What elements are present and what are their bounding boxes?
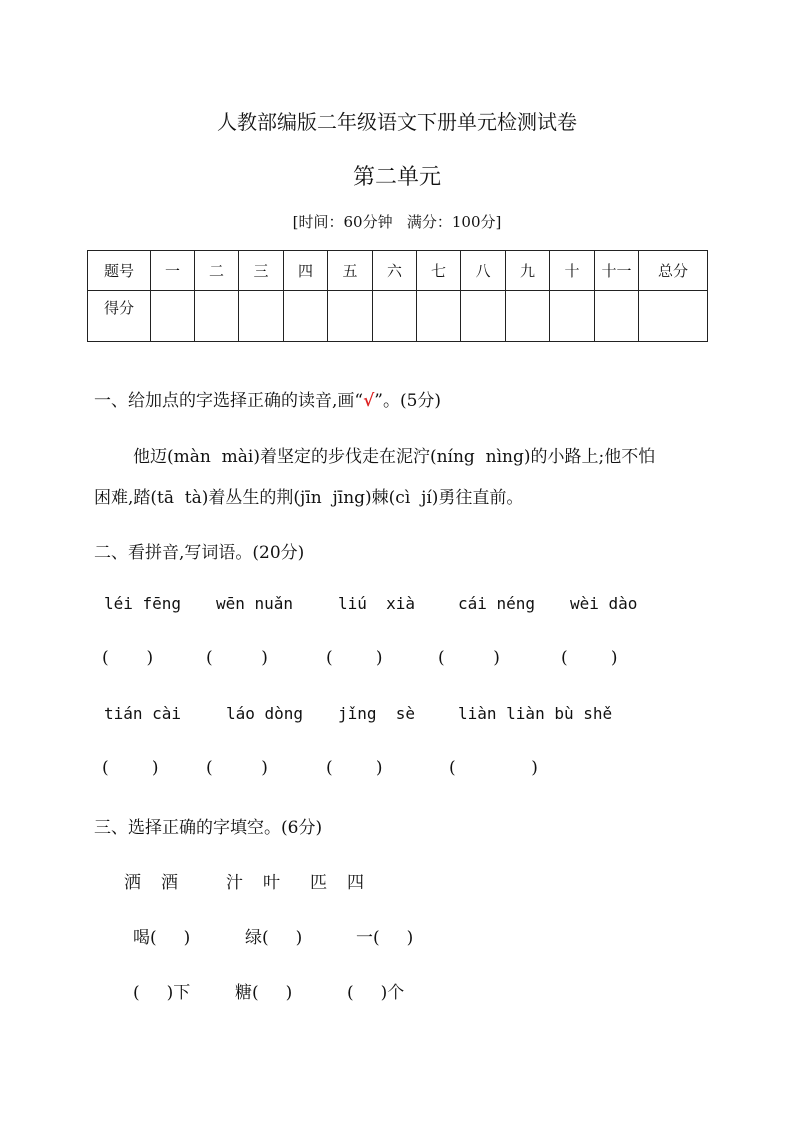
section2-heading: 二、看拼音,写词语。(20分) <box>94 543 305 563</box>
header-cell: 八 <box>461 251 506 291</box>
fill-blank[interactable]: 糖( ) <box>235 983 293 1003</box>
answer-blank[interactable]: ( ) <box>206 758 268 778</box>
section1-heading <box>94 386 441 411</box>
score-cell[interactable] <box>284 291 328 342</box>
score-label: 得分 <box>88 291 151 342</box>
choice-char: 汁 <box>226 873 243 893</box>
answer-blank[interactable]: ( ) <box>561 648 618 668</box>
fill-blank[interactable]: 喝( ) <box>133 928 191 948</box>
header-cell: 总分 <box>639 251 708 291</box>
exam-info: [时间：60分钟 满分：100分] <box>292 213 502 231</box>
header-cell: 二 <box>195 251 239 291</box>
choice-char: 洒 <box>124 873 141 893</box>
choice-char: 酒 <box>161 873 178 893</box>
section1-line: 困难,踏(tā tà)着丛生的荆(jīn jīng)棘(cì jí)勇往直前。 <box>94 488 524 508</box>
header-cell: 题号 <box>88 251 151 291</box>
header-cell: 十 <box>550 251 595 291</box>
fill-blank[interactable]: 绿( ) <box>245 928 303 948</box>
score-cell[interactable] <box>239 291 284 342</box>
fill-blank[interactable]: ( )个 <box>347 983 405 1003</box>
fill-blank[interactable]: ( )下 <box>133 983 191 1003</box>
answer-blank[interactable]: ( ) <box>102 648 154 668</box>
answer-blank[interactable]: ( ) <box>438 648 500 668</box>
header-cell: 七 <box>417 251 461 291</box>
score-cell[interactable] <box>373 291 417 342</box>
score-cell[interactable] <box>550 291 595 342</box>
header-cell: 十一 <box>595 251 639 291</box>
check-mark-icon: √ <box>363 391 375 411</box>
score-cell[interactable] <box>461 291 506 342</box>
answer-blank[interactable]: ( ) <box>206 648 268 668</box>
section1-line: 他迈(màn mài)着坚定的步伐走在泥泞(níng nìng)的小路上;他不怕 <box>133 447 656 467</box>
answer-blank[interactable]: ( ) <box>449 758 538 778</box>
pinyin-item: liú xià <box>338 594 416 613</box>
choice-char: 匹 <box>310 873 327 893</box>
header-cell: 六 <box>373 251 417 291</box>
pinyin-item: tián cài <box>104 704 182 723</box>
pinyin-item: wèi dào <box>570 594 638 613</box>
score-cell[interactable] <box>595 291 639 342</box>
score-cell[interactable] <box>328 291 373 342</box>
score-table <box>87 250 708 342</box>
header-cell: 三 <box>239 251 284 291</box>
header-cell: 九 <box>506 251 550 291</box>
fill-blank[interactable]: 一( ) <box>356 928 414 948</box>
score-cell[interactable] <box>506 291 550 342</box>
header-cell: 一 <box>151 251 195 291</box>
pinyin-item: cái néng <box>458 594 536 613</box>
score-cell[interactable] <box>639 291 708 342</box>
pinyin-item: léi fēng <box>104 594 182 613</box>
pinyin-item: láo dòng <box>226 704 304 723</box>
answer-blank[interactable]: ( ) <box>326 648 383 668</box>
header-cell: 五 <box>328 251 373 291</box>
unit-title: 第二单元 <box>352 165 441 190</box>
choice-char: 四 <box>347 873 364 893</box>
pinyin-item: wēn nuǎn <box>216 594 294 613</box>
score-table-score-row <box>88 291 708 342</box>
choice-char: 叶 <box>263 873 280 893</box>
section1-heading-prefix: 一、给加点的字选择正确的读音,画“ <box>94 391 364 411</box>
score-cell[interactable] <box>195 291 239 342</box>
score-table-header-row <box>88 251 708 291</box>
page-title: 人教部编版二年级语文下册单元检测试卷 <box>217 110 577 134</box>
header-cell: 四 <box>284 251 328 291</box>
answer-blank[interactable]: ( ) <box>102 758 159 778</box>
pinyin-item: liàn liàn bù shě <box>458 704 613 723</box>
score-cell[interactable] <box>417 291 461 342</box>
answer-blank[interactable]: ( ) <box>326 758 383 778</box>
score-cell[interactable] <box>151 291 195 342</box>
section3-heading: 三、选择正确的字填空。(6分) <box>94 818 323 838</box>
section1-heading-suffix: ”。(5分) <box>374 391 442 411</box>
pinyin-item: jǐng sè <box>338 704 416 723</box>
